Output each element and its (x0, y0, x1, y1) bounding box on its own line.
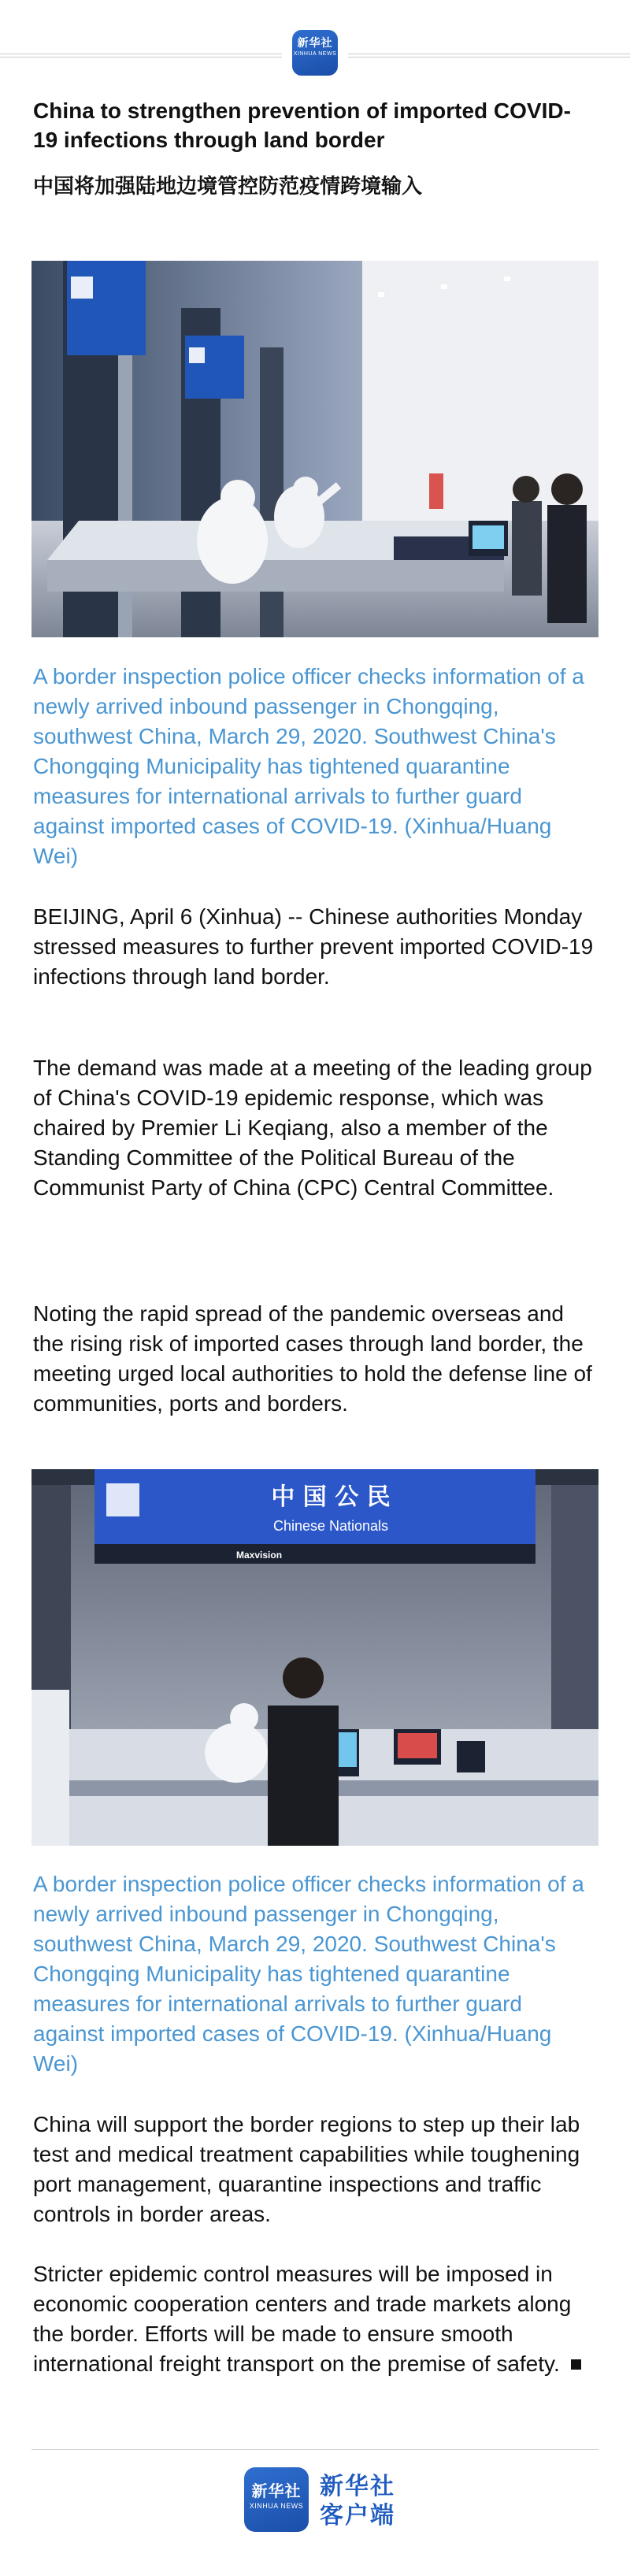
end-of-article-mark (571, 2359, 581, 2370)
page-header (0, 0, 630, 88)
article-photo-2[interactable] (32, 1469, 598, 1846)
article-paragraph-5-text: Stricter epidemic control measures will be imposed in economic cooperation centers and trade markets along the border. Efforts will be made to ensure smooth international freight transport on the premise of safety. (33, 2262, 572, 2376)
article-title-cn: 中国将加强陆地边境管控防范疫情跨境输入 (33, 175, 423, 199)
logo-text-en: XINHUA NEWS (293, 51, 337, 57)
article-photo-1[interactable] (32, 261, 598, 637)
footer-divider (32, 2449, 598, 2450)
logo-text-cn: 新华社 (297, 37, 333, 50)
sign-text-en: Chinese Nationals (272, 1518, 389, 1534)
photo-caption-2: A border inspection police officer checks information of a newly arrived inbound passenger in Chongqing, southwest China, March 29, 2020. Southwest China's Chongqing Municipality has tightened quarantine measures for international arrivals to further guard against imported cases of COVID-19. (Xinhua/Huang Wei) (33, 1872, 584, 2076)
article-paragraph-3: Noting the rapid spread of the pandemic overseas and the rising risk of imported cases through land border, the meeting urged local authorities to hold the defense line of communities, ports and borders. (33, 1301, 592, 1416)
footer-app-name-line2: 客户端 (320, 2502, 395, 2530)
article-title-en: China to strengthen prevention of imported COVID-19 infections through land border (33, 98, 571, 152)
footer-badge-text-en: XINHUA NEWS (249, 2502, 304, 2510)
article-paragraph-5 (33, 2259, 598, 2379)
header-divider-left (0, 54, 282, 58)
sign-subtext: Maxvision (236, 1550, 283, 1561)
photo-caption-1: A border inspection police officer checks information of a newly arrived inbound passenger in Chongqing, southwest China, March 29, 2020. Southwest China's Chongqing Municipality has tightened quarantine measures for international arrivals to further guard against imported cases of COVID-19. (Xinhua/Huang Wei) (33, 664, 584, 868)
article-paragraph-2: The demand was made at a meeting of the leading group of China's COVID-19 epidemic response, which was chaired by Premier Li Keqiang, also a member of the Standing Committee of the Political Bureau of the Communist Party of China (CPC) Central Committee. (33, 1056, 592, 1200)
xinhua-logo-icon[interactable] (292, 30, 338, 76)
xinhua-app-icon (244, 2467, 309, 2532)
footer-app-name-line1: 新华社 (320, 2473, 395, 2500)
footer-badge-text-cn: 新华社 (251, 2481, 302, 2500)
article-paragraph-4: China will support the border regions to step up their lab test and medical treatment capabilities while toughening port management, quarantine inspections and traffic controls in border areas. (33, 2112, 580, 2226)
footer-app-logo[interactable] (244, 2467, 402, 2532)
article-paragraph-1: BEIJING, April 6 (Xinhua) -- Chinese authorities Monday stressed measures to further prevent imported COVID-19 infections through land border. (33, 904, 594, 989)
sign-text-cn: 中 国 公 民 (271, 1483, 391, 1511)
header-divider-right (348, 54, 630, 58)
footer-app-name (320, 2472, 406, 2530)
